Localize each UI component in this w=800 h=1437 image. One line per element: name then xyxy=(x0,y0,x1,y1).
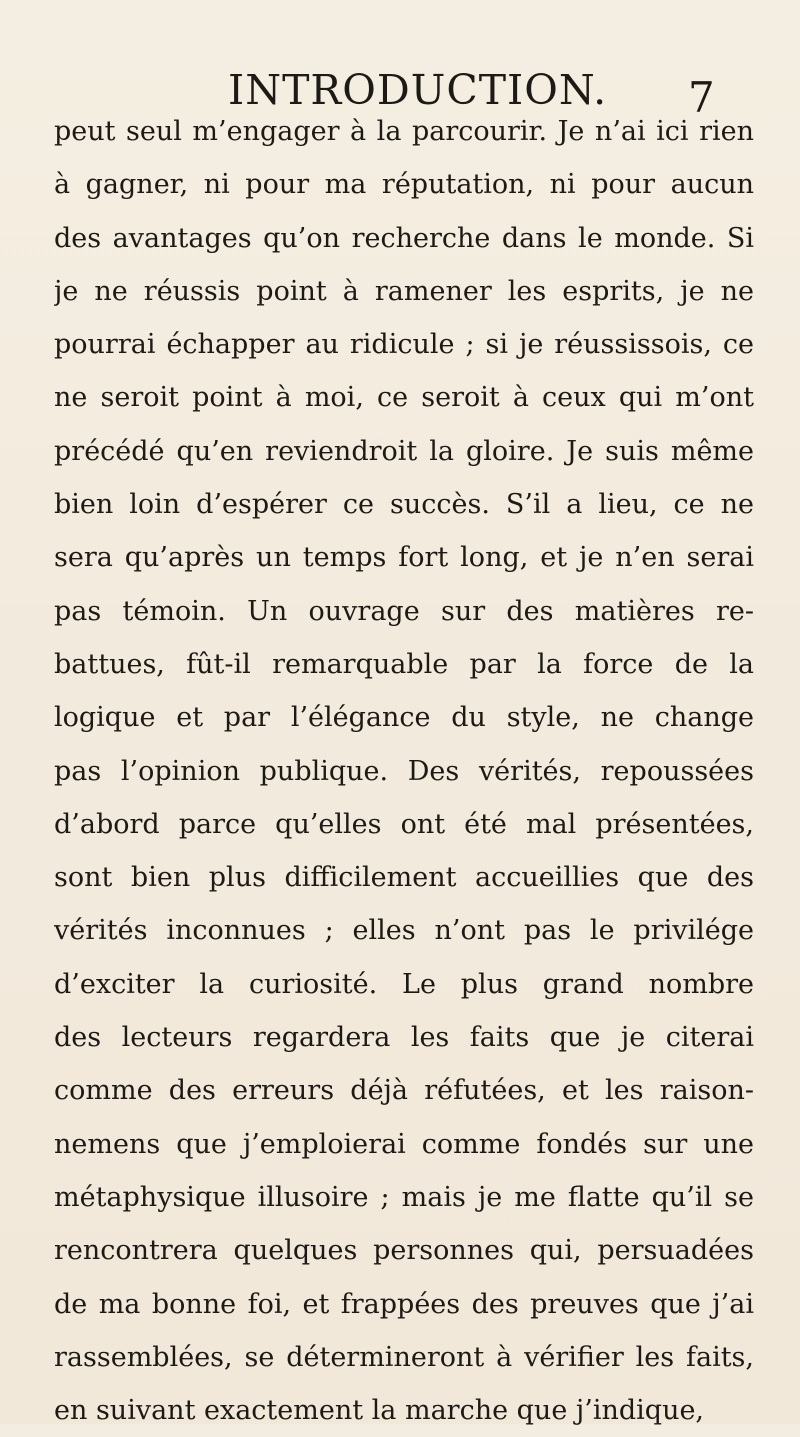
running-title: INTRODUCTION. xyxy=(228,66,608,114)
text-line: bien loin d’espérer ce succès. S’il a lieu, ce ne xyxy=(54,489,754,521)
text-line: battues, fût-il remarquable par la force de la xyxy=(54,648,754,680)
text-line: pourrai échapper au ridicule ; si je réussissois, ce xyxy=(54,329,754,361)
text-line: ne seroit point à moi, ce seroit à ceux qui m’ont xyxy=(54,382,754,414)
text-line: des avantages qu’on recherche dans le monde. Si xyxy=(54,222,754,254)
text-line: métaphysique illusoire ; mais je me flatte qu’il se xyxy=(54,1181,754,1213)
text-line: précédé qu’en reviendroit la gloire. Je suis même xyxy=(54,435,754,467)
text-line: je ne réussis point à ramener les esprits, je ne xyxy=(54,275,754,307)
text-line: peut seul m’engager à la parcourir. Je n’ai ici rien xyxy=(54,116,754,147)
text-line: rassemblées, se détermineront à vérifier les faits, xyxy=(54,1341,754,1373)
body-text xyxy=(54,105,754,1437)
text-line: en suivant exactement la marche que j’indique, xyxy=(54,1395,705,1427)
text-line: d’exciter la curiosité. Le plus grand nombre xyxy=(54,968,754,1000)
text-line: à gagner, ni pour ma réputation, ni pour aucun xyxy=(54,169,754,201)
text-line: de ma bonne foi, et frappées des preuves que j’ai xyxy=(54,1288,754,1320)
text-line: pas l’opinion publique. Des vérités, repoussées xyxy=(54,755,754,787)
text-line: d’abord parce qu’elles ont été mal présentées, xyxy=(54,808,754,840)
text-line: comme des erreurs déjà réfutées, et les raison- xyxy=(54,1075,754,1107)
text-line: vérités inconnues ; elles n’ont pas le privilége xyxy=(54,915,754,947)
text-line: sont bien plus difficilement accueillies que des xyxy=(54,862,754,894)
text-line: pas témoin. Un ouvrage sur des matières re- xyxy=(54,595,754,627)
text-line: logique et par l’élégance du style, ne change xyxy=(54,702,754,734)
page-number: 7 xyxy=(688,73,715,122)
text-line: nemens que j’emploierai comme fondés sur une xyxy=(54,1128,754,1160)
text-line: rencontrera quelques personnes qui, persuadées xyxy=(54,1235,754,1267)
text-line: des lecteurs regardera les faits que je citerai xyxy=(54,1022,754,1054)
text-line: sera qu’après un temps fort long, et je n’en serai xyxy=(54,542,754,574)
